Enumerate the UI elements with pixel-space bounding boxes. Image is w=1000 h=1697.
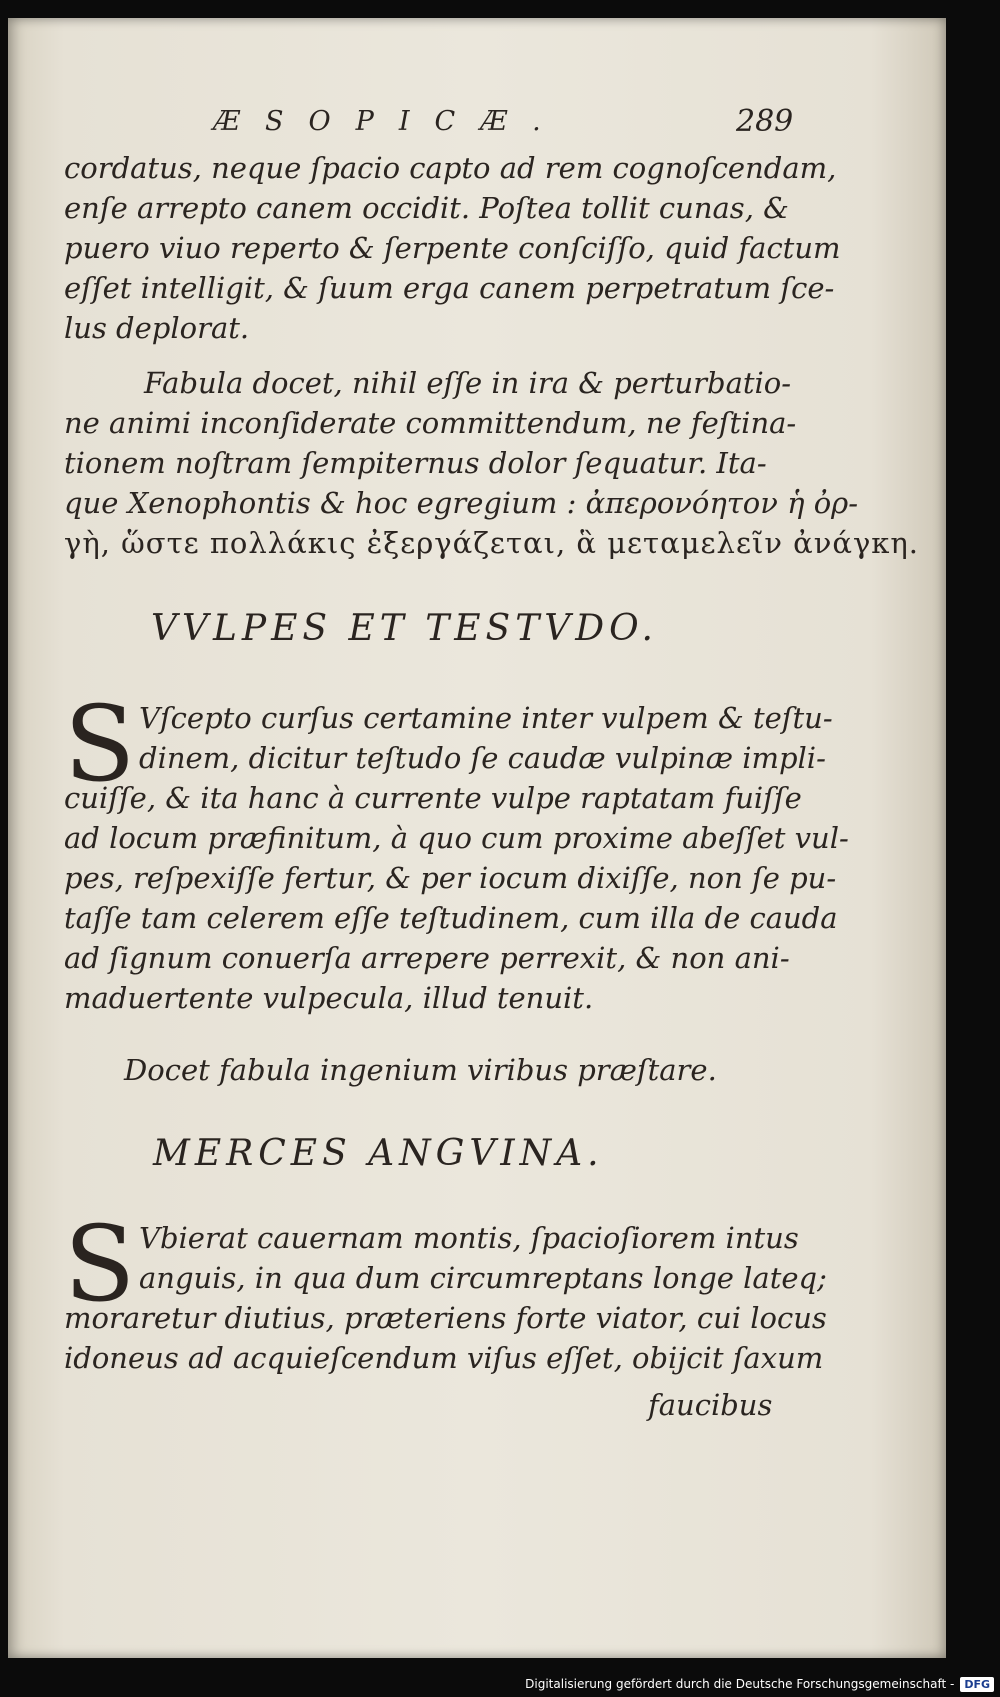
catchword: faucibus xyxy=(648,1388,773,1422)
text-line: Vſcepto curſus certamine inter vulpem & teſtu- xyxy=(139,701,833,735)
fable-body xyxy=(64,1218,827,1378)
text-line: enſe arrepto canem occidit. Poſtea tollit cunas, & xyxy=(64,191,789,225)
text-line: cordatus, neque ſpacio capto ad rem cognoſcendam, xyxy=(64,151,837,185)
text-line: anguis, in qua dum circumreptans longe lateq; xyxy=(139,1261,827,1295)
fable-title: VVLPES ET TESTVDO. xyxy=(151,608,658,649)
running-title: ÆSOPICÆ. xyxy=(213,106,566,137)
page-header xyxy=(8,106,946,146)
text-line: pes, reſpexiſſe fertur, & per iocum dixiſſe, non ſe pu- xyxy=(64,861,837,895)
text-line: taſſe tam celerem eſſe teſtudinem, cum illa de cauda xyxy=(64,901,838,935)
credit-text: Digitalisierung gefördert durch die Deutsche Forschungsgemeinschaft - xyxy=(525,1677,955,1691)
dfg-logo: DFG xyxy=(960,1677,994,1692)
text-line: tionem noſtram ſempiternus dolor ſequatur. Ita- xyxy=(64,446,767,480)
text-line: maduertente vulpecula, illud tenuit. xyxy=(64,981,594,1015)
paragraph-continuation xyxy=(64,148,841,348)
drop-cap: S xyxy=(64,1203,136,1325)
text-line: eſſet intelligit, & ſuum erga canem perpetratum ſce- xyxy=(64,271,835,305)
fable-title: MERCES ANGVINA. xyxy=(153,1133,604,1174)
fable-moral xyxy=(64,1050,794,1090)
drop-cap: S xyxy=(64,683,136,805)
page-number: 289 xyxy=(736,104,794,139)
text-line: puero viuo reperto & ſerpente conſciſſo, quid factum xyxy=(64,231,841,265)
greek-quote-line: γὴ, ὥστε πολλάκις ἐξεργάζεται, ἃ μεταμελεῖν ἀνάγκη. xyxy=(64,526,920,560)
text-line: Fabula docet, nihil eſſe in ira & perturbatio- xyxy=(144,366,792,400)
moral-paragraph xyxy=(64,363,920,563)
digitization-credit xyxy=(525,1673,994,1695)
book-page xyxy=(8,18,946,1658)
text-line: dinem, dicitur teſtudo ſe caudæ vulpinæ impli- xyxy=(139,741,826,775)
text-line: ne animi inconſiderate committendum, ne feſtina- xyxy=(64,406,797,440)
fable-body xyxy=(64,698,849,1018)
text-line: cuiſſe, & ita hanc à currente vulpe raptatam fuiſſe xyxy=(64,781,802,815)
text-line: Vbierat cauernam montis, ſpacioſiorem intus xyxy=(139,1221,799,1255)
text-line: moraretur diutius, præteriens forte viator, cui locus xyxy=(64,1301,827,1335)
text-line: que Xenophontis & hoc egregium : ἀπερονόητον ἡ ὀρ- xyxy=(64,486,859,520)
text-line: ad locum præfinitum, à quo cum proxime abeſſet vul- xyxy=(64,821,849,855)
text-line: idoneus ad acquieſcendum viſus eſſet, obijcit ſaxum xyxy=(64,1341,824,1375)
text-line: Docet fabula ingenium viribus præſtare. xyxy=(124,1053,717,1087)
text-line: lus deplorat. xyxy=(64,311,250,345)
text-line: ad ſignum conuerſa arrepere perrexit, & non ani- xyxy=(64,941,790,975)
